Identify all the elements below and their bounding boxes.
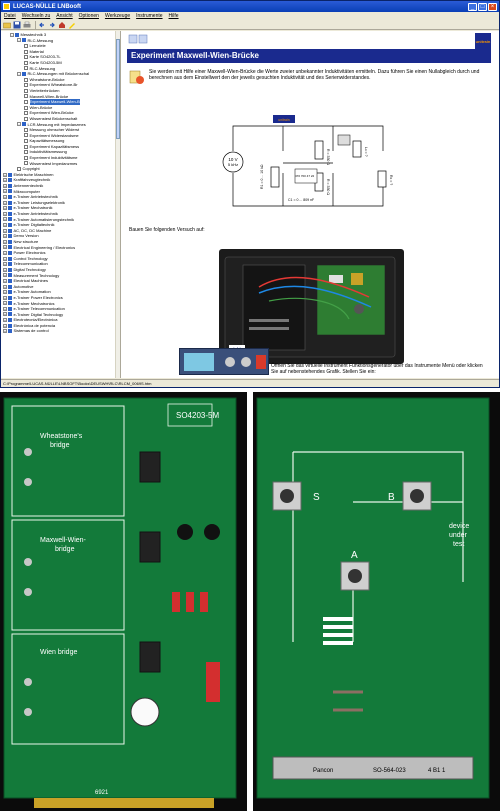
page-icon [24,55,28,59]
page-icon [24,150,28,154]
application-window [0,0,500,388]
dut-label: device [449,523,470,530]
book-icon [8,184,12,188]
book-icon [8,240,12,244]
page-icon [24,156,28,160]
menu-bar [1,12,499,20]
tree-item-label: e-Trainer Digitaltechnik [13,222,55,228]
expand-icon[interactable]: + [4,211,6,216]
menu-wechseln-zu[interactable]: Wechseln zu [21,13,51,19]
connector-label-s: S [313,492,320,503]
book-icon [8,312,12,316]
c1-label: C1 = 0 ... 809 nF [288,198,315,202]
tree-item-label: Mikrocomputer [13,188,40,194]
title-bar[interactable] [1,1,499,12]
book-icon [22,122,26,126]
tree-item-label: Vierleiterbrücken [29,87,60,93]
expand-icon[interactable]: + [4,262,6,267]
maxwell-wien-title: Maxwell-Wien- [40,537,86,544]
page-icon [24,50,28,54]
book-icon [8,329,12,333]
expand-icon[interactable]: + [4,301,6,306]
tree-item-label: e-Trainer Leistungselektronik [13,199,65,205]
source-label: 10 V [228,157,238,162]
book-icon [8,201,12,205]
expand-icon[interactable]: + [4,195,6,200]
instrument-instructions: Öffnen Sie das virtuelle Instrument Funktionsgenerator über das Instrumente Menü oder klicken Sie auf nebenstehendes Grafik. Stellen Sie ein: [271,363,483,375]
expand-icon[interactable]: + [4,295,6,300]
menu-ansicht[interactable]: Ansicht [56,13,73,19]
expand-icon[interactable]: + [4,306,6,311]
tree-item-label: e-Trainer Mechatronik [13,205,53,211]
function-generator-thumbnail[interactable] [179,348,269,375]
book-icon [8,217,12,221]
tree-item-label: Control Technology [13,255,48,261]
collapse-icon[interactable]: - [18,122,20,127]
book-icon [8,262,12,266]
tree-item-label: e-Trainer Mechatronics [13,300,55,306]
tree-item-label: Wissenstest Brückenschalt [29,115,78,121]
tree-item-label: Karte SO4203-7L [29,54,61,60]
svg-text:under: under [449,532,467,539]
r2-label: R = 330 Ω [326,149,330,165]
tree-item[interactable] [3,328,120,334]
book-icon [8,229,12,233]
tree-item-label: e-Trainer Telecommunication [13,306,65,312]
tree-scrollbar-thumb[interactable] [116,39,120,139]
book-icon [8,212,12,216]
tree-item-label: LCR-Messung mit Impedanzmes [27,121,86,127]
print-icon[interactable] [23,21,31,29]
svg-text:bridge: bridge [55,546,75,553]
meter-symbol [338,135,350,145]
back-icon[interactable] [38,21,46,29]
page-icon [24,117,28,121]
book-icon [8,189,12,193]
lx-symbol [353,141,361,157]
expand-icon[interactable]: + [4,323,6,328]
book-icon [8,273,12,277]
book-icon [8,206,12,210]
page-icon [24,83,28,87]
tree-item-label: Messtechnik 3 [20,32,47,37]
maximize-button[interactable]: □ [478,3,487,11]
expand-icon[interactable]: + [4,267,6,272]
tree-item-label: New structure [13,238,39,244]
expand-icon[interactable]: + [4,222,6,227]
menu-werkzeuge[interactable]: Werkzeuge [104,13,131,19]
expand-icon[interactable]: + [4,250,6,255]
app-icon [3,3,10,10]
tree-item-label: Electrical Machines [13,278,48,284]
tree-item-label: Wheatstone-Brücke [29,76,65,82]
tree-item-label: e-Trainer Automatisierungstechnik [13,216,75,222]
page-icon [24,106,28,110]
status-bar: C:\Programme\LUCAS-NÜLLE\LNBSOFT\Books\DEUSWH\RLC\RLCM_0069S.htm [1,379,499,388]
page-icon [24,89,28,93]
expand-icon[interactable]: + [4,278,6,283]
toolbar [1,20,499,30]
tree-item-label: Electrotecnia/Electrónica [13,317,58,323]
tree-item-label: Material [29,48,44,54]
workspace [1,31,499,378]
tree-item-label: Telecommunication [13,261,48,267]
page-icon [24,44,28,48]
impedance-card-photo [253,392,500,811]
book-icon [8,178,12,182]
unitrain-logo: unitrain [475,33,491,51]
expand-icon[interactable]: + [4,273,6,278]
part-number: 6921 [95,790,109,796]
page-icon [24,100,28,104]
resistor-r1-symbol [271,167,279,187]
book-icon [8,307,12,311]
expand-icon[interactable]: + [4,290,6,295]
page-icon [24,139,28,143]
collapse-icon[interactable]: - [18,71,20,76]
page-icon [24,161,28,165]
experiment-icon [129,69,145,85]
contents-tree-panel [1,31,121,378]
tree-item-label: Experiment Wheatstone-Br [29,82,78,88]
wheatstone-title: Wheatstone's [40,433,83,440]
tree-item-label: Kraftfahrzeugtechnik [13,177,51,183]
expand-icon[interactable]: + [4,312,6,317]
maxwell-wien-circuit [203,111,413,221]
page-icon [24,66,28,70]
tree-item-label: e-Trainer Digital Technology [13,311,64,317]
card-code: SO4203-5M [176,411,220,420]
bridge-card-photo [0,392,247,811]
tree-item-label: Wissenstest Impedanzmes [29,160,78,166]
expand-icon[interactable]: + [4,256,6,261]
connector-label-b: B [388,492,395,503]
book-icon [8,290,12,294]
tree-scrollbar[interactable] [115,31,120,378]
tree-item-label: RLC-Messung [29,65,56,71]
wien-bridge-title: Wien bridge [40,649,78,656]
tree-item-label: Electrónica de potencia [13,322,56,328]
page-icon [24,145,28,149]
menu-instrumente[interactable]: Instrumente [136,13,163,19]
page-icon [24,133,28,137]
open-icon[interactable] [3,21,11,29]
tree-item-label: RLC-Messung [27,37,54,43]
tree-item-label: Experiment Induktivitätsme [29,155,78,161]
expand-icon[interactable]: + [4,239,6,244]
minimize-button[interactable]: _ [468,3,477,11]
svg-text:unitrain: unitrain [278,118,290,122]
nav-icon-group [129,35,147,43]
tree-item-label: Measurement Technology [13,272,60,278]
tree-item-label: Kapazitätsmessung [29,138,65,144]
tree-item-label: Copyright [22,166,40,172]
connector-brand: Pancon [313,768,334,774]
book-icon [8,251,12,255]
page-icon [24,61,28,65]
tree-item-label: Messung ohmscher Widerst [29,127,80,133]
book-icon [22,38,26,42]
build-instructions: Bauen Sie folgenden Versuch auf: [129,227,205,233]
page-icon [24,111,28,115]
window-title: LUCAS-NÜLLE LNBooft [13,3,81,10]
svg-text:test: test [453,541,465,548]
rx-symbol [378,171,386,187]
content-pane [121,31,499,378]
highlight-icon[interactable] [68,21,76,29]
book-icon [8,296,12,300]
menu-hilfe[interactable]: Hilfe [168,13,179,19]
book-icon [8,234,12,238]
book-icon [8,285,12,289]
book-icon [8,223,12,227]
page-icon [24,78,28,82]
page-heading: Experiment Maxwell-Wien-Brücke [127,49,491,63]
expand-icon[interactable]: + [4,206,6,211]
close-button[interactable]: × [488,3,497,11]
resistor-r2-symbol [315,141,323,159]
expand-icon[interactable]: + [4,245,6,250]
page-icon [17,167,21,171]
tree-item-label: Wien-Brücke [29,104,53,110]
save-icon[interactable] [13,21,21,29]
menu-optionen[interactable]: Optionen [78,13,99,19]
book-icon [22,72,26,76]
tree-item-label: RLC-Messungen mit Brückenschal [27,71,90,77]
expand-icon[interactable]: + [4,284,6,289]
navigation-icons [127,33,487,47]
rx-label: Rx = ? [389,175,393,186]
tree-item-label: Lernziele [29,43,46,49]
book-icon [15,33,19,37]
tree-item-label: e-Trainer Power Electronics [13,294,63,300]
r3-label: R = 330 Ω [326,179,330,195]
tree-item-label: Automotive [13,283,34,289]
book-icon [8,195,12,199]
tree-item-label: Sistemas de control [13,328,49,334]
book-icon [8,173,12,177]
expand-icon[interactable]: + [4,234,6,239]
tree-item-label: e-Trainer Antriebstechnik [13,211,58,216]
book-icon [8,268,12,272]
svg-text:5 kHz: 5 kHz [227,162,239,167]
book-icon [8,257,12,261]
book-icon [8,245,12,249]
expand-icon[interactable]: + [4,183,6,188]
svg-text:bridge: bridge [50,442,70,449]
toolbar-separator [35,21,36,29]
book-icon [8,318,12,322]
tree-item-label: Induktivitätsmessung [29,149,67,155]
connector-label-a: A [351,550,358,561]
experiment-setup-photo [219,249,404,364]
home-icon[interactable] [58,21,66,29]
expand-icon[interactable]: + [4,189,6,194]
tree-item-label: e-Trainer Automation [13,289,51,295]
tree-item-label: e-Trainer Antriebstechnik [13,194,58,200]
page-icon [24,128,28,132]
tree-item-label: Digital Technology [13,266,46,272]
expand-icon[interactable]: + [4,200,6,205]
expand-icon[interactable]: + [4,228,6,233]
tree-item-label: AC, DC, DC Machine [13,227,52,233]
r1-label: R1 = 0 ... 10 kΩ [260,164,264,189]
lx-label: Lx = ? [364,147,368,157]
expand-icon[interactable]: + [4,178,6,183]
expand-icon[interactable]: + [4,329,6,334]
book-icon [8,324,12,328]
page-icon [24,94,28,98]
tree-item-label: Maxwell-Wien-Brücke [29,93,69,99]
forward-icon[interactable] [48,21,56,29]
connector-code: SO-564-023 [373,768,406,774]
contents-tree [1,31,120,334]
tree-item-label: Experiment Maxwell-Wien-B [29,99,80,105]
tree-item-label: Elektrische Maschinen [13,171,54,177]
book-icon [8,279,12,283]
book-icon [8,301,12,305]
tree-item-label: Experiment Widerstandsme [29,132,79,138]
collapse-icon[interactable]: - [11,32,13,37]
expand-icon[interactable]: + [4,172,6,177]
tree-item-label: Antennentechnik [13,183,44,189]
expand-icon[interactable]: + [4,217,6,222]
connector-number: 4 B1 1 [428,768,446,774]
collapse-icon[interactable]: - [18,38,20,43]
tree-item-label: Experiment Wien-Brücke [29,110,74,116]
cap-labels: 470 700 47 22 [295,174,315,178]
tree-item-label: Electrical Engineering / Electronics [13,244,76,250]
expand-icon[interactable]: + [4,318,6,323]
tree-item-label: Experiment Kapazitätsmess [29,143,80,149]
tree-item-label: Demo Version [13,233,39,239]
tree-item-label: Power Electronics [13,250,46,256]
menu-datei[interactable]: Datei [4,13,16,19]
intro-text: Sie werden mit Hilfe einer Maxwell-Wien-Brücke die Werte zweier unbekannter Induktivitäten ermitteln. Dazu führen Sie einen Nullabgleich durch und berechnen aus dem Einstellwert den der jeweils gesuchten Induktivität und des Serienwiderstandes. [149,69,480,81]
tree-item-label: Karte SO4203-5M [29,59,62,65]
